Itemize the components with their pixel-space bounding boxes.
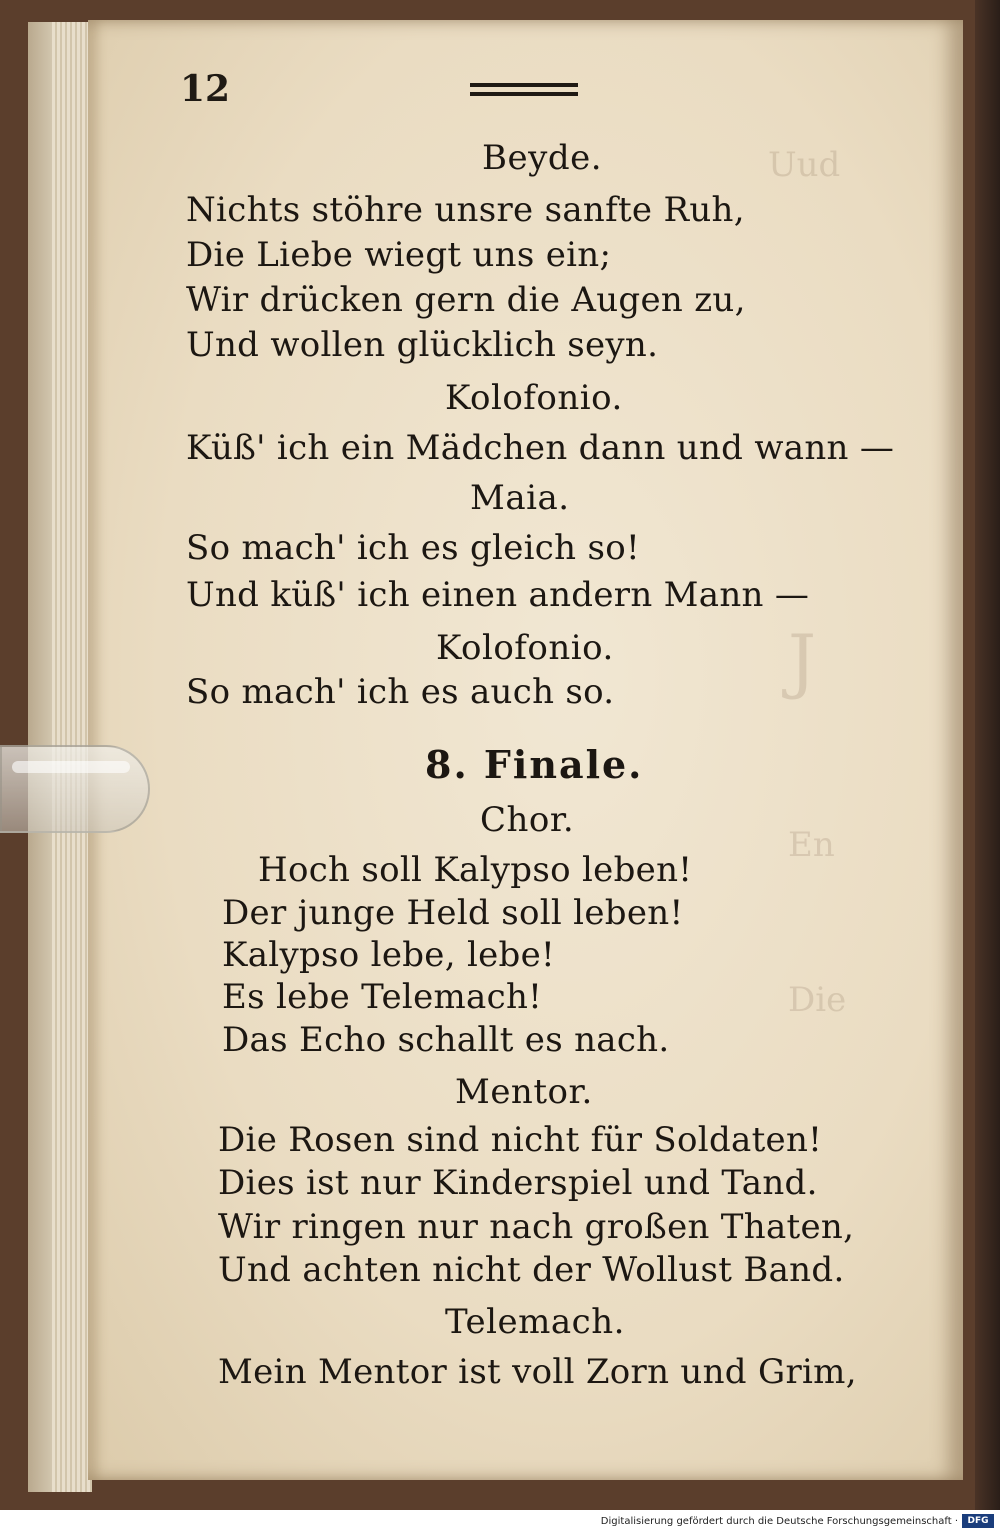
verse-line: Die Liebe wiegt uns ein; (186, 235, 612, 275)
speaker-name: Maia. (470, 478, 570, 518)
verse-line: So mach' ich es auch so. (186, 672, 615, 712)
funding-notice: Digitalisierung gefördert durch die Deutsche Forschungsgemeinschaft · (600, 1516, 958, 1527)
page-clip (0, 745, 150, 833)
footer-bar (0, 1510, 1000, 1533)
page-number: 12 (180, 68, 231, 110)
bleed-through-text: En (788, 825, 835, 865)
verse-line: Und küß' ich einen andern Mann — (186, 575, 810, 615)
verse-line: Kalypso lebe, lebe! (222, 935, 555, 975)
verse-line: Küß' ich ein Mädchen dann und wann — (186, 428, 895, 468)
header-rule (470, 83, 578, 87)
scan-edge-right (975, 0, 1000, 1510)
verse-line: Mein Mentor ist voll Zorn und Grim, (218, 1352, 857, 1392)
verse-line: Dies ist nur Kinderspiel und Tand. (218, 1163, 818, 1203)
verse-line: Das Echo schallt es nach. (222, 1020, 670, 1060)
verse-line: Der junge Held soll leben! (222, 893, 684, 933)
bleed-through-text: Uud (768, 145, 841, 185)
verse-line: Nichts stöhre unsre sanfte Ruh, (186, 190, 745, 230)
verse-line: Es lebe Telemach! (222, 977, 543, 1017)
speaker-name: Beyde. (482, 138, 603, 178)
dfg-logo: DFG (962, 1514, 994, 1528)
speaker-name: Mentor. (455, 1072, 593, 1112)
bleed-through-text: Die (788, 980, 847, 1020)
speaker-name: Chor. (480, 800, 575, 840)
verse-line: Wir drücken gern die Augen zu, (186, 280, 746, 320)
speaker-name: Telemach. (445, 1302, 625, 1342)
verse-line: So mach' ich es gleich so! (186, 528, 640, 568)
speaker-name: Kolofonio. (445, 378, 623, 418)
verse-line: Und achten nicht der Wollust Band. (218, 1250, 845, 1290)
verse-line: Hoch soll Kalypso leben! (258, 850, 693, 890)
verse-line: Und wollen glücklich seyn. (186, 325, 659, 365)
verse-line: Die Rosen sind nicht für Soldaten! (218, 1120, 823, 1160)
bleed-through-text: J (788, 620, 817, 702)
speaker-name: Kolofonio. (436, 628, 614, 668)
section-heading: 8. Finale. (425, 742, 644, 787)
verse-line: Wir ringen nur nach großen Thaten, (218, 1207, 855, 1247)
header-rule (470, 92, 578, 96)
